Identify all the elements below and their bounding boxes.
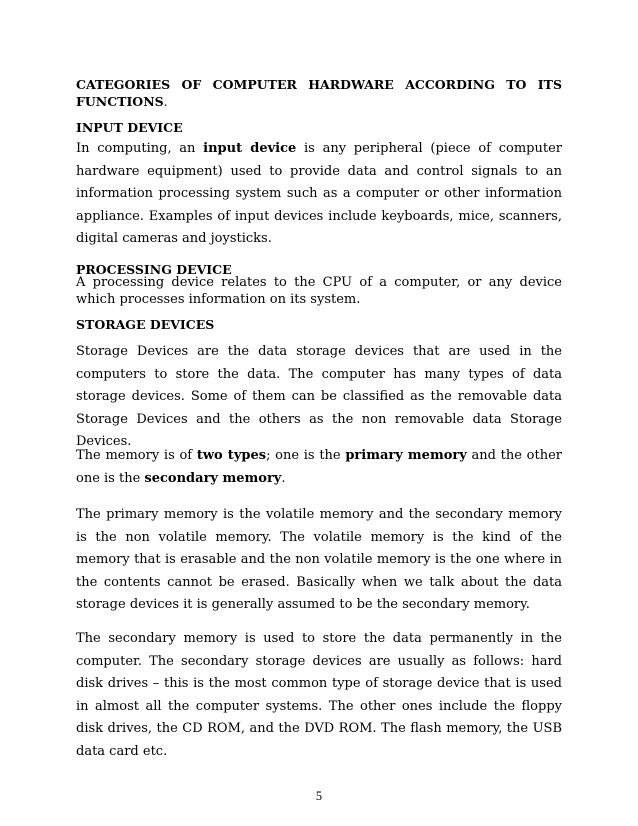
memory-types-text-c: ; one is the	[266, 448, 346, 463]
heading-storage-devices: STORAGE DEVICES	[76, 317, 215, 332]
memory-types-term-primary: primary memory	[345, 448, 467, 463]
input-device-text-rest: is any peripheral (piece of computer hardware equipment) used to provide data and control signals to an information processing system such as a computer or other information appliance. Examples of input devices include keyboards, mice, scanners, digital cameras and joysticks.	[76, 141, 562, 246]
memory-types-text-e: and the other one is the	[76, 448, 563, 486]
memory-types-term-two-types: two types	[196, 448, 267, 463]
paragraph-memory-types	[76, 445, 562, 490]
page-number: 5	[315, 789, 323, 803]
paragraph-processing-device: A processing device relates to the CPU of a computer, or any device which processes information on its system.	[76, 275, 562, 307]
paragraph-secondary-memory: The secondary memory is used to store the data permanently in the computer. The secondary storage devices are usually as follows: hard disk drives – this is the most common type of storage device that is used in almost all the computer systems. The other ones include the floppy disk drives, the CD ROM, and the DVD ROM. The flash memory, the USB data card etc.	[76, 631, 562, 759]
paragraph-volatile-memory: The primary memory is the volatile memory and the secondary memory is the non volatile memory. The volatile memory is the kind of the memory that is erasable and the non volatile memory is the one where in the contents cannot be erased. Basically when we talk about the data storage devices it is generally assumed to be the secondary memory.	[76, 507, 562, 612]
paragraph-storage-devices: Storage Devices are the data storage devices that are used in the computers to store the data. The computer has many types of data storage devices. Some of them can be classified as the removable data Storage Devices and the others as the non removable data Storage Devices.	[76, 344, 562, 449]
document-title-text: CATEGORIES OF COMPUTER HARDWARE ACCORDING TO ITS FUNCTIONS	[76, 77, 562, 109]
input-device-text-start: In computing, an	[76, 141, 204, 156]
heading-input-device: INPUT DEVICE	[76, 120, 183, 135]
input-device-term: input device	[203, 141, 297, 156]
memory-types-term-secondary: secondary memory	[144, 470, 282, 486]
memory-types-text-g: .	[281, 470, 286, 486]
document-title-period: .	[163, 94, 168, 109]
memory-types-text-a: The memory is of	[76, 448, 197, 463]
paragraph-input-device	[76, 138, 562, 251]
heading-processing-device: PROCESSING DEVICE	[76, 262, 232, 277]
document-title	[76, 76, 562, 110]
